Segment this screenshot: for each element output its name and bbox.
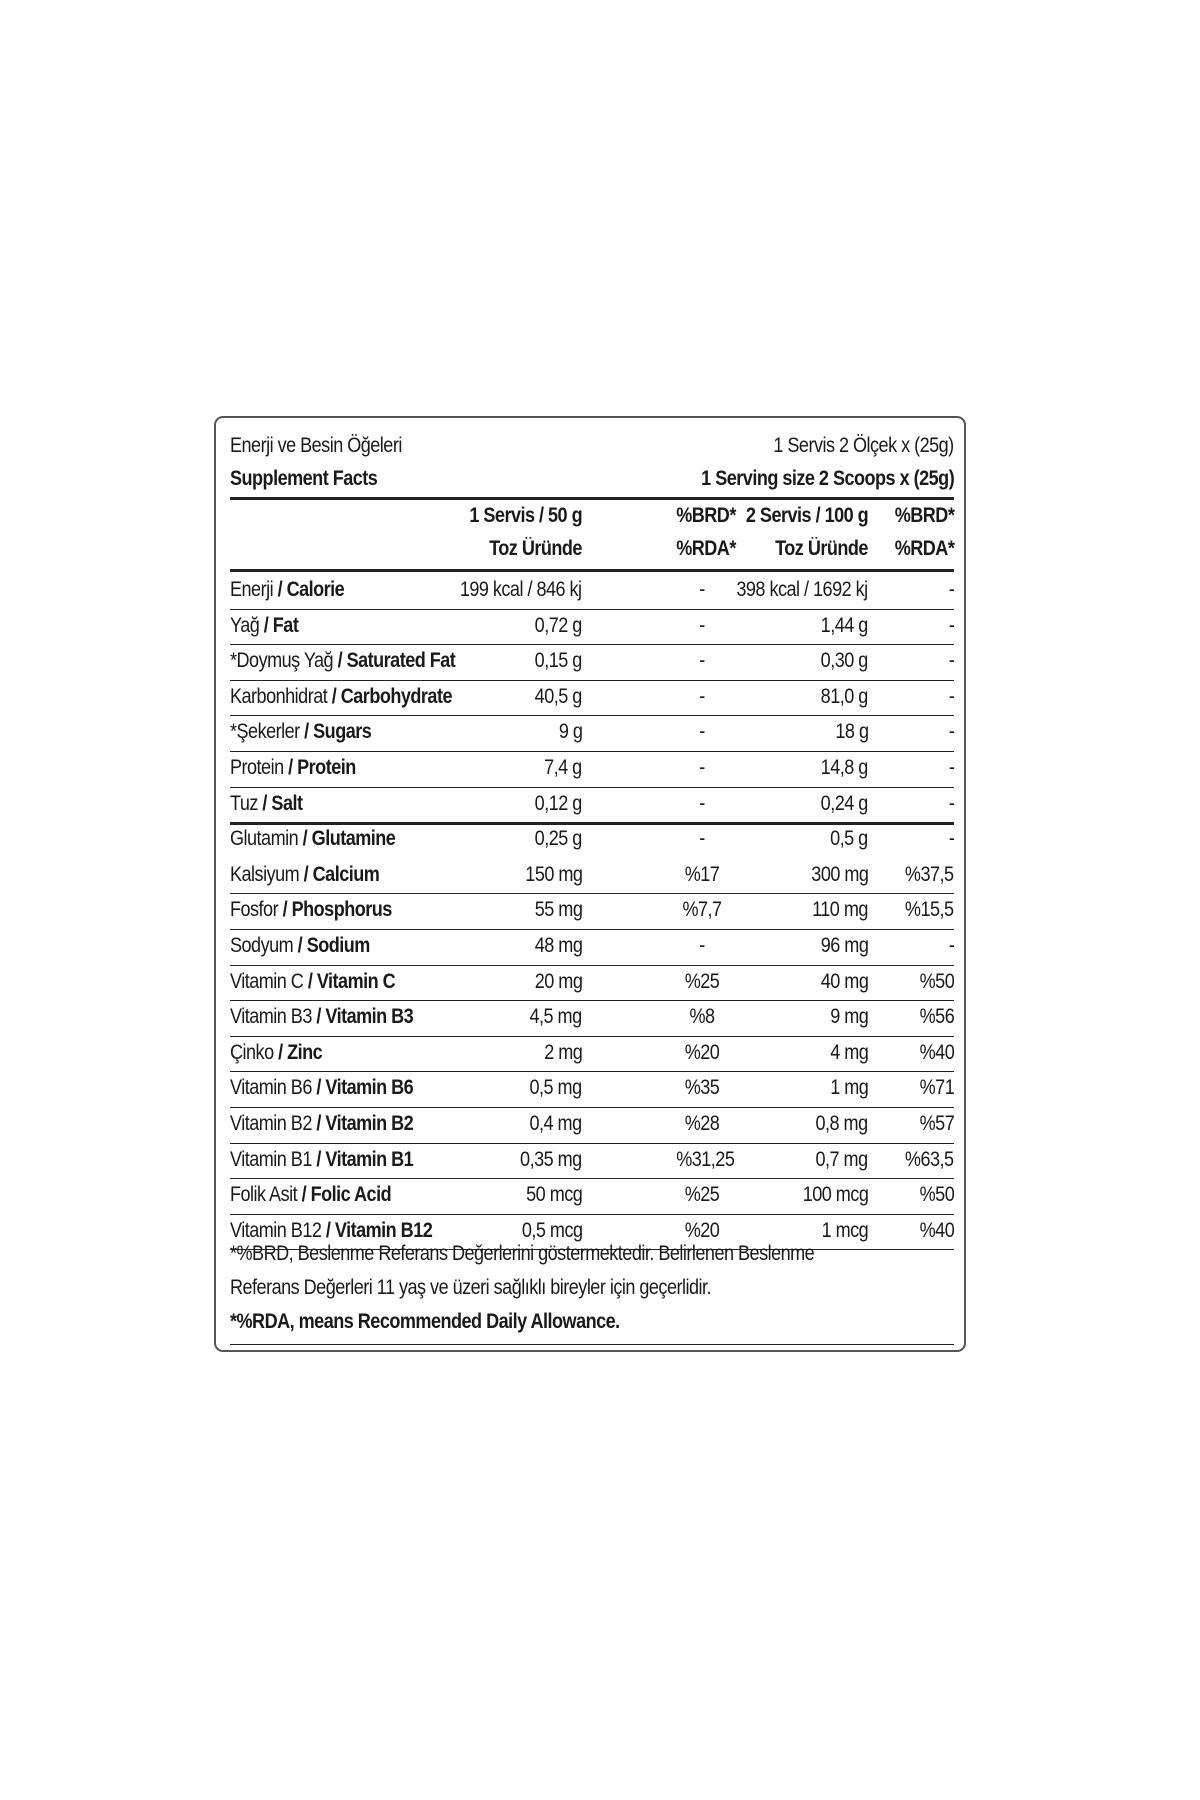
value-per-two-servings: 398 kcal / 1692 kj bbox=[736, 578, 868, 601]
percent-rda-per-two-servings: %15,5 bbox=[905, 898, 954, 922]
name-separator: / bbox=[311, 1076, 326, 1100]
percent-rda-per-serving: %20 bbox=[684, 1218, 720, 1242]
name-separator: / bbox=[278, 898, 292, 922]
nutrient-name bbox=[230, 970, 395, 994]
nutrient-name-turkish: Karbonhidrat bbox=[230, 684, 328, 708]
nutrient-name-turkish: Çinko bbox=[230, 1040, 274, 1064]
table-row bbox=[230, 788, 954, 823]
percent-rda-per-two-servings: %57 bbox=[919, 1112, 954, 1135]
table-row bbox=[230, 681, 954, 716]
name-separator: / bbox=[303, 969, 317, 993]
nutrient-name-english: Phosphorus bbox=[291, 898, 392, 922]
nutrient-name bbox=[230, 1112, 413, 1136]
percent-rda-per-serving: - bbox=[699, 720, 705, 744]
percent-rda-per-serving: - bbox=[699, 756, 705, 779]
serving-english: 1 Serving size 2 Scoops x (25g) bbox=[700, 467, 954, 490]
value-per-two-servings: 1 mcg bbox=[821, 1218, 868, 1242]
value-per-two-servings: 1 mg bbox=[829, 1076, 868, 1100]
nutrient-name bbox=[230, 863, 379, 887]
value-per-two-servings: 18 g bbox=[834, 720, 868, 744]
value-per-serving: 2 mg bbox=[543, 1040, 582, 1064]
percent-rda-per-two-servings: %56 bbox=[919, 1005, 954, 1029]
nutrient-name-english: Sodium bbox=[306, 934, 370, 957]
nutrient-name-turkish: Vitamin B1 bbox=[230, 1147, 312, 1171]
percent-rda-per-serving: %7,7 bbox=[682, 898, 722, 922]
percent-rda-per-two-servings: - bbox=[948, 720, 954, 744]
nutrient-name-turkish: Kalsiyum bbox=[230, 862, 300, 886]
table-row bbox=[230, 1179, 954, 1214]
nutrient-name-turkish: Tuz bbox=[230, 791, 258, 815]
percent-rda-per-two-servings: %50 bbox=[919, 969, 954, 993]
percent-rda-per-serving: - bbox=[699, 934, 705, 957]
name-separator: / bbox=[293, 934, 307, 957]
percent-rda-per-serving: %8 bbox=[689, 1005, 715, 1029]
nutrient-name-turkish: Glutamin bbox=[230, 827, 299, 851]
nutrient-name bbox=[230, 614, 298, 638]
percent-rda-per-serving: - bbox=[699, 578, 705, 601]
table-row bbox=[230, 610, 954, 645]
table-row bbox=[230, 1072, 954, 1107]
value-per-serving: 4,5 mg bbox=[529, 1005, 582, 1029]
percent-rda-per-serving: %31,25 bbox=[676, 1147, 735, 1171]
table-row bbox=[230, 966, 954, 1001]
nutrient-name bbox=[230, 1219, 432, 1243]
name-separator: / bbox=[273, 1040, 288, 1064]
percent-rda-per-two-servings: - bbox=[948, 684, 954, 708]
percent-rda-per-serving: %35 bbox=[684, 1076, 720, 1100]
nutrient-name bbox=[230, 578, 344, 602]
percent-rda-per-two-servings: %40 bbox=[919, 1218, 954, 1242]
value-per-serving: 0,25 g bbox=[534, 827, 582, 851]
value-per-two-servings: 300 mg bbox=[810, 862, 868, 886]
percent-rda-per-two-servings: %50 bbox=[919, 1183, 954, 1207]
nutrient-name-english: Zinc bbox=[287, 1040, 323, 1064]
col3-header-line1: 2 Servis / 100 g bbox=[745, 504, 868, 527]
table-row bbox=[230, 1037, 954, 1072]
percent-rda-per-two-servings: %71 bbox=[919, 1076, 954, 1100]
percent-rda-per-two-servings: %37,5 bbox=[905, 862, 954, 886]
footnote-rda: *%RDA, means Recommended Daily Allowance. bbox=[230, 1310, 620, 1333]
nutrient-name bbox=[230, 792, 302, 816]
nutrient-name bbox=[230, 1076, 413, 1100]
value-per-two-servings: 81,0 g bbox=[820, 684, 868, 708]
percent-rda-per-two-servings: - bbox=[948, 613, 954, 637]
col2-header-line1: %BRD* bbox=[676, 504, 736, 527]
nutrient-name-turkish: Vitamin B2 bbox=[230, 1112, 312, 1135]
value-per-two-servings: 1,44 g bbox=[820, 613, 868, 637]
nutrient-name bbox=[230, 685, 452, 709]
footnote-brd-line1: *%BRD, Beslenme Referans Değerlerini göstermektedir. Belirlenen Beslenme bbox=[230, 1242, 815, 1265]
nutrient-name-english: Vitamin B6 bbox=[325, 1076, 414, 1100]
percent-rda-per-serving: - bbox=[699, 613, 705, 637]
nutrient-name bbox=[230, 720, 371, 744]
percent-rda-per-serving: - bbox=[699, 827, 705, 851]
col1-header-line2: Toz Üründe bbox=[489, 537, 582, 560]
table-row bbox=[230, 1001, 954, 1036]
table-row bbox=[230, 859, 954, 894]
percent-rda-per-two-servings: %63,5 bbox=[905, 1147, 954, 1171]
name-separator: / bbox=[333, 649, 347, 673]
name-separator: / bbox=[311, 1147, 326, 1171]
nutrient-name-english: Vitamin B12 bbox=[334, 1218, 433, 1242]
col3-header-line2: Toz Üründe bbox=[775, 537, 868, 560]
name-separator: / bbox=[257, 791, 272, 815]
name-separator: / bbox=[311, 1005, 326, 1029]
table-row bbox=[230, 1108, 954, 1143]
nutrient-name bbox=[230, 1041, 322, 1065]
value-per-serving: 0,35 mg bbox=[520, 1147, 582, 1171]
value-per-two-servings: 9 mg bbox=[829, 1005, 868, 1029]
col2-header-line2: %RDA* bbox=[676, 537, 736, 560]
header-divider bbox=[230, 497, 954, 500]
col1-header-line1: 1 Servis / 50 g bbox=[469, 504, 582, 527]
nutrient-name bbox=[230, 934, 370, 958]
footnote-brd-line2: Referans Değerleri 11 yaş ve üzeri sağlıklı bireyler için geçerlidir. bbox=[230, 1276, 711, 1299]
value-per-serving: 0,15 g bbox=[534, 649, 582, 673]
nutrient-name-turkish: Vitamin B6 bbox=[230, 1076, 312, 1100]
value-per-serving: 7,4 g bbox=[544, 756, 582, 779]
name-separator: / bbox=[299, 720, 314, 744]
value-per-two-servings: 96 mg bbox=[820, 934, 868, 957]
percent-rda-per-serving: %28 bbox=[684, 1112, 720, 1135]
serving-turkish: 1 Servis 2 Ölçek x (25g) bbox=[773, 434, 954, 457]
nutrient-name-turkish: Fosfor bbox=[230, 898, 279, 922]
name-separator: / bbox=[273, 578, 287, 601]
percent-rda-per-two-servings: - bbox=[948, 791, 954, 815]
title-turkish: Enerji ve Besin Öğeleri bbox=[230, 434, 402, 457]
col4-header-line2: %RDA* bbox=[894, 537, 954, 560]
table-row bbox=[230, 645, 954, 680]
value-per-serving: 48 mg bbox=[534, 934, 582, 957]
value-per-two-servings: 4 mg bbox=[829, 1040, 868, 1064]
nutrient-name-turkish: Sodyum bbox=[230, 934, 294, 957]
value-per-serving: 199 kcal / 846 kj bbox=[460, 578, 582, 601]
nutrient-name bbox=[230, 756, 356, 780]
value-per-two-servings: 14,8 g bbox=[820, 756, 868, 779]
percent-rda-per-serving: - bbox=[699, 649, 705, 673]
value-per-two-servings: 110 mg bbox=[812, 898, 868, 922]
name-separator: / bbox=[259, 613, 273, 637]
percent-rda-per-two-servings: - bbox=[948, 578, 954, 601]
nutrient-name-turkish: Protein bbox=[230, 756, 284, 779]
percent-rda-per-serving: %20 bbox=[684, 1040, 720, 1064]
value-per-serving: 0,4 mg bbox=[529, 1112, 582, 1135]
title-english: Supplement Facts bbox=[230, 467, 378, 490]
nutrient-name bbox=[230, 1005, 413, 1029]
value-per-serving: 0,12 g bbox=[534, 791, 582, 815]
nutrient-name-turkish: Vitamin B12 bbox=[230, 1218, 322, 1242]
table-row bbox=[230, 930, 954, 965]
nutrient-name-english: Calorie bbox=[286, 578, 345, 601]
table-row bbox=[230, 823, 954, 858]
value-per-two-servings: 0,7 mg bbox=[815, 1147, 868, 1171]
percent-rda-per-serving: - bbox=[699, 684, 705, 708]
column-header-divider bbox=[230, 569, 954, 572]
name-separator: / bbox=[283, 756, 298, 779]
percent-rda-per-serving: %17 bbox=[684, 862, 720, 886]
percent-rda-per-two-servings: - bbox=[948, 934, 954, 957]
percent-rda-per-two-servings: %40 bbox=[919, 1040, 954, 1064]
nutrient-name-english: Vitamin B2 bbox=[325, 1112, 414, 1135]
nutrient-name-turkish: Vitamin C bbox=[230, 969, 304, 993]
percent-rda-per-two-servings: - bbox=[948, 827, 954, 851]
name-separator: / bbox=[321, 1218, 335, 1242]
percent-rda-per-serving: %25 bbox=[684, 1183, 720, 1207]
nutrient-name-english: Vitamin B3 bbox=[325, 1005, 414, 1029]
value-per-serving: 0,72 g bbox=[534, 613, 582, 637]
value-per-two-servings: 0,8 mg bbox=[815, 1112, 868, 1135]
nutrient-name bbox=[230, 1148, 413, 1172]
value-per-two-servings: 0,30 g bbox=[820, 649, 868, 673]
nutrient-name-english: Salt bbox=[271, 791, 303, 815]
nutrient-name-english: Folic Acid bbox=[310, 1183, 392, 1207]
percent-rda-per-two-servings: - bbox=[948, 756, 954, 779]
value-per-serving: 40,5 g bbox=[534, 684, 582, 708]
name-separator: / bbox=[298, 827, 312, 851]
col4-header-line1: %BRD* bbox=[894, 504, 954, 527]
nutrient-name bbox=[230, 827, 395, 851]
value-per-two-servings: 40 mg bbox=[820, 969, 868, 993]
nutrient-name-turkish: *Şekerler bbox=[230, 720, 300, 744]
nutrient-name-english: Saturated Fat bbox=[346, 649, 456, 673]
percent-rda-per-serving: - bbox=[699, 791, 705, 815]
percent-rda-per-two-servings: - bbox=[948, 649, 954, 673]
nutrient-name-turkish: Enerji bbox=[230, 578, 274, 601]
value-per-two-servings: 0,5 g bbox=[830, 827, 868, 851]
nutrient-name bbox=[230, 649, 455, 673]
name-separator: / bbox=[297, 1183, 311, 1207]
nutrient-name-turkish: Vitamin B3 bbox=[230, 1005, 312, 1029]
table-row bbox=[230, 1144, 954, 1179]
value-per-serving: 0,5 mcg bbox=[521, 1218, 582, 1242]
nutrient-name-english: Protein bbox=[297, 756, 356, 779]
value-per-serving: 0,5 mg bbox=[529, 1076, 582, 1100]
value-per-serving: 150 mg bbox=[524, 862, 582, 886]
value-per-serving: 9 g bbox=[558, 720, 582, 744]
table-row bbox=[230, 894, 954, 929]
nutrient-name-english: Vitamin C bbox=[316, 969, 396, 993]
nutrient-name bbox=[230, 898, 392, 922]
value-per-serving: 20 mg bbox=[534, 969, 582, 993]
value-per-serving: 55 mg bbox=[534, 898, 582, 922]
table-row bbox=[230, 574, 954, 609]
table-row bbox=[230, 752, 954, 787]
name-separator: / bbox=[327, 684, 341, 708]
name-separator: / bbox=[311, 1112, 326, 1135]
nutrient-name-english: Glutamine bbox=[311, 827, 396, 851]
table-row bbox=[230, 716, 954, 751]
nutrient-name-english: Fat bbox=[272, 613, 299, 637]
footer-divider bbox=[230, 1344, 954, 1345]
nutrient-name bbox=[230, 1183, 391, 1207]
percent-rda-per-serving: %25 bbox=[684, 969, 720, 993]
nutrient-name-english: Carbohydrate bbox=[340, 684, 452, 708]
nutrient-name-english: Calcium bbox=[312, 862, 380, 886]
value-per-serving: 50 mcg bbox=[525, 1183, 582, 1207]
value-per-two-servings: 100 mcg bbox=[802, 1183, 868, 1207]
value-per-two-servings: 0,24 g bbox=[820, 791, 868, 815]
nutrient-name-english: Sugars bbox=[313, 720, 372, 744]
nutrition-facts-panel bbox=[214, 416, 966, 1352]
nutrient-name-turkish: Folik Asit bbox=[230, 1183, 298, 1207]
nutrient-name-turkish: Yağ bbox=[230, 613, 260, 637]
nutrient-name-english: Vitamin B1 bbox=[325, 1147, 414, 1171]
nutrient-name-turkish: *Doymuş Yağ bbox=[230, 649, 334, 673]
name-separator: / bbox=[299, 862, 313, 886]
